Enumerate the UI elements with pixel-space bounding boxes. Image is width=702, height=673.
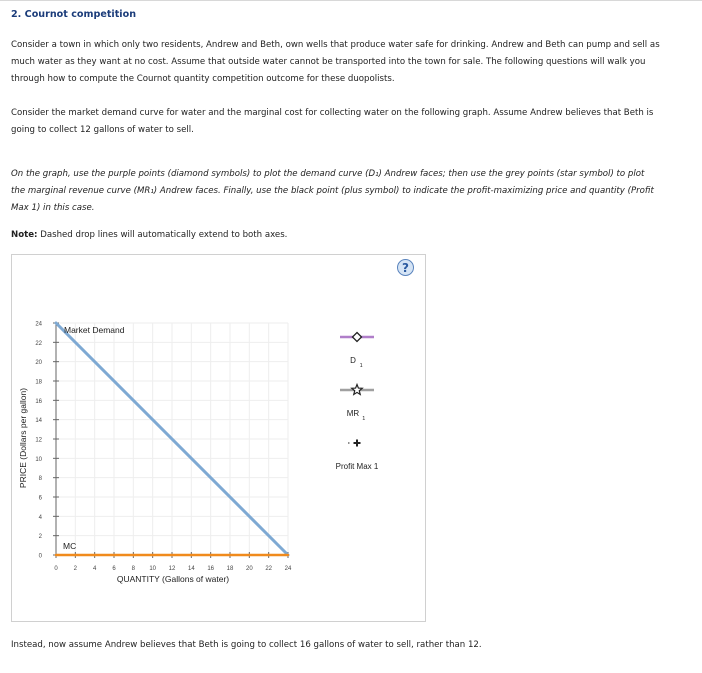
y-tick-label: 22 bbox=[35, 340, 42, 347]
y-tick-label: 10 bbox=[35, 456, 42, 463]
demand-curve-label: Market Demand bbox=[64, 325, 125, 335]
instructions-line-2: the marginal revenue curve (MR₁) Andrew faces. Finally, use the black point (plus symbol) to indicate the profit-maximizing price and quantity (Profit bbox=[11, 186, 654, 196]
y-tick-label: 16 bbox=[35, 398, 42, 405]
x-tick-label: 16 bbox=[207, 566, 215, 572]
section-title: 2. Cournot competition bbox=[11, 9, 137, 20]
x-axis-label: QUANTITY (Gallons of water) bbox=[116, 574, 230, 584]
legend-diamond-marker bbox=[353, 333, 362, 342]
y-axis-label: PRICE (Dollars per gallon) bbox=[18, 387, 28, 489]
x-tick-label: 0 bbox=[54, 566, 58, 572]
x-tick-label: 12 bbox=[168, 566, 176, 572]
x-tick-label: 2 bbox=[73, 566, 78, 572]
x-tick-label: 10 bbox=[149, 566, 157, 572]
x-tick-label: 6 bbox=[112, 566, 116, 572]
intro-line-1: Consider a town in which only two residents, Andrew and Beth, own wells that produce water safe for drinking. Andrew and Beth can pump and sell as bbox=[11, 40, 660, 50]
instructions-line-3: Max 1) in this case. bbox=[11, 203, 95, 213]
x-tick-label: 14 bbox=[187, 566, 195, 572]
x-tick-label: 20 bbox=[245, 566, 253, 572]
followup-text: Instead, now assume Andrew believes that Beth is going to collect 16 gallons of water to sell, rather than 12. bbox=[11, 640, 482, 650]
chart-legend bbox=[336, 333, 379, 472]
legend-label: D bbox=[350, 356, 356, 365]
x-tick-label: 24 bbox=[284, 566, 292, 572]
intro-line-3: through how to compute the Cournot quantity competition outcome for these duopolists. bbox=[11, 74, 395, 84]
y-tick-label: 0 bbox=[38, 553, 42, 560]
x-tick-label: 18 bbox=[226, 566, 234, 572]
y-tick-label: 24 bbox=[35, 321, 42, 328]
mc-curve-label: MC bbox=[63, 541, 77, 551]
legend-subscript: 1 bbox=[359, 363, 363, 369]
x-tick-label: 22 bbox=[265, 566, 273, 572]
y-tick-label: 14 bbox=[35, 418, 42, 425]
legend-label: Profit Max 1 bbox=[335, 462, 379, 471]
x-tick-label: 4 bbox=[92, 566, 97, 572]
y-tick-label: 4 bbox=[38, 514, 42, 521]
intro-line-2: much water as they want at no cost. Assume that outside water cannot be transported into the town for sale. The following questions will walk you bbox=[11, 57, 646, 67]
x-tick-label: 8 bbox=[131, 566, 136, 572]
help-icon[interactable]: ? bbox=[397, 259, 414, 276]
y-tick-label: 6 bbox=[38, 495, 42, 502]
y-tick-label: 2 bbox=[38, 534, 42, 541]
y-tick-label: 8 bbox=[38, 476, 42, 483]
legend-subscript: 1 bbox=[362, 416, 366, 422]
y-tick-label: 20 bbox=[35, 360, 42, 367]
legend-star-marker bbox=[352, 385, 362, 395]
legend-label: MR bbox=[346, 409, 360, 418]
scenario-line-2: going to collect 12 gallons of water to sell. bbox=[11, 125, 194, 135]
instructions-line-1: On the graph, use the purple points (diamond symbols) to plot the demand curve (D₁) Andrew faces; then use the grey points (star symbol) to plot bbox=[11, 169, 645, 179]
note-label: Note: bbox=[11, 230, 38, 240]
y-tick-label: 12 bbox=[35, 437, 42, 444]
scenario-line-1: Consider the market demand curve for water and the marginal cost for collecting water on the following graph. Assume Andrew believes that Beth is bbox=[11, 108, 654, 118]
chart-ticks bbox=[35, 322, 292, 573]
note-text: Dashed drop lines will automatically extend to both axes. bbox=[37, 230, 288, 240]
y-tick-label: 18 bbox=[35, 379, 42, 386]
